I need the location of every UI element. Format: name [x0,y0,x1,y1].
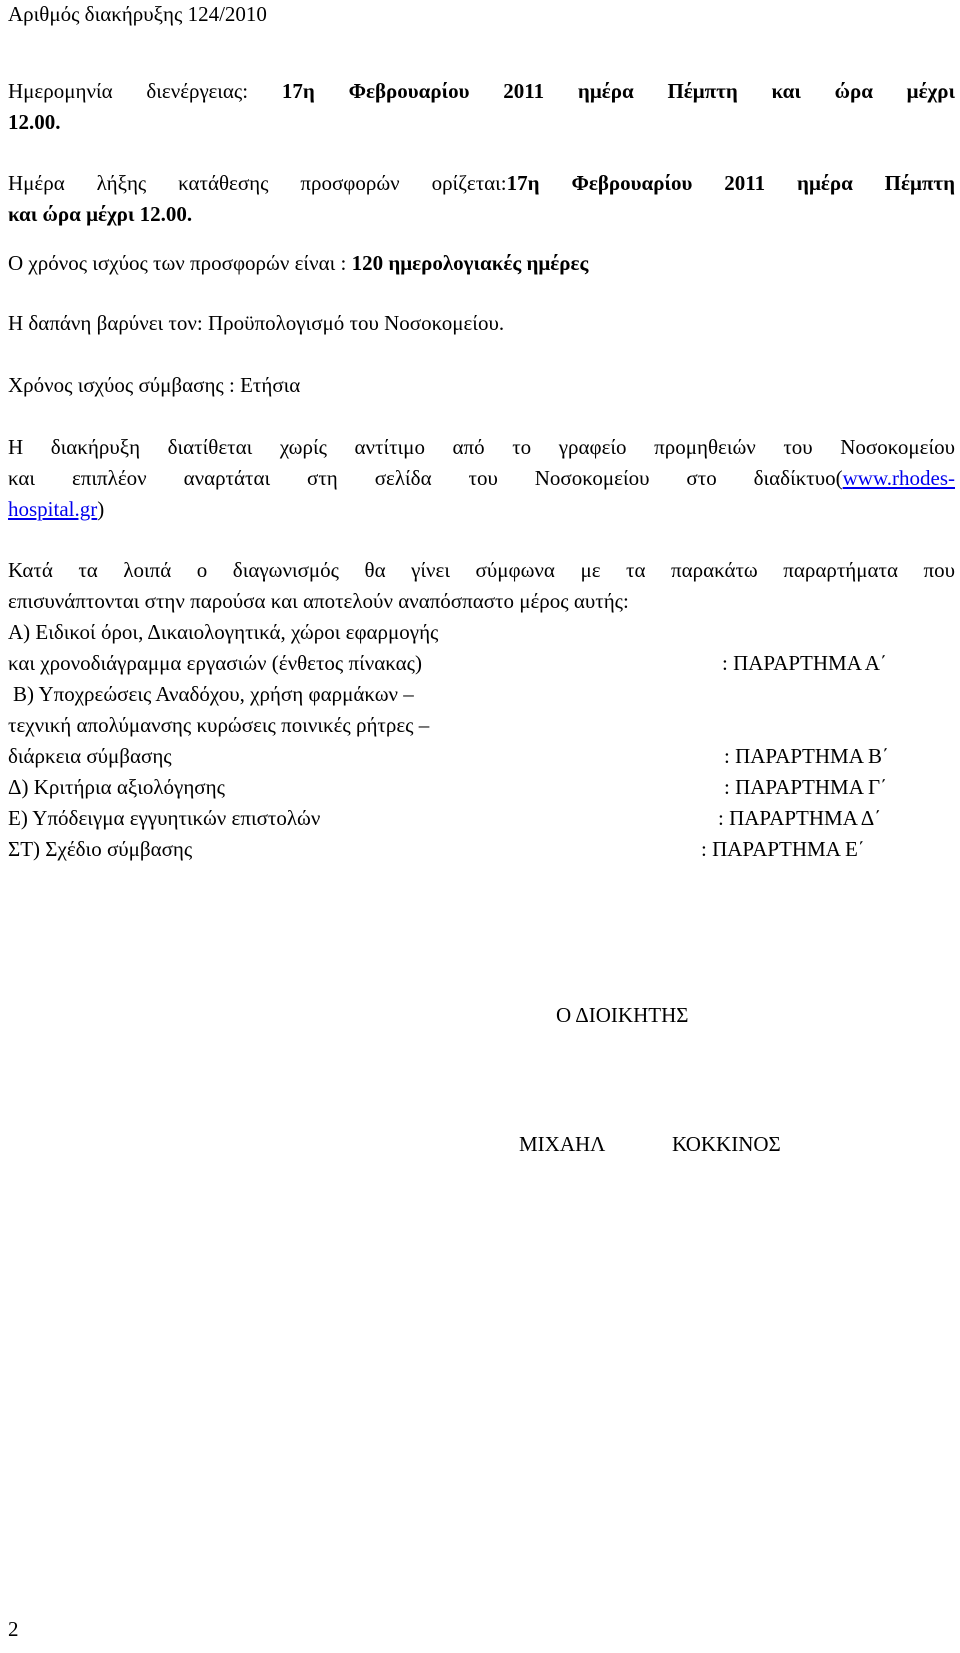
document-title: Αριθμός διακήρυξης 124/2010 [8,2,267,26]
annexes-intro-line-2: επισυνάπτονται στην παρούσα και αποτελούν αναπόσπαστο μέρος αυτής: [8,589,629,613]
signatory-last-name: ΚΟΚΚΙΝΟΣ [672,1132,781,1156]
annex-a-line-2: και χρονοδιάγραμμα εργασιών (ένθετος πίνακας) [8,651,422,675]
annexes-intro-line-1: Κατά τα λοιπά ο διαγωνισμός θα γίνει σύμφωνα με τα παρακάτω παραρτήματα που [8,558,955,582]
hospital-website-link-cont[interactable]: hospital.gr [8,497,98,521]
annex-e-line: Ε) Υπόδειγμα εγγυητικών επιστολών [8,806,321,830]
conduct-time: 12.00. [8,110,61,134]
annex-d-ref: : ΠΑΡΑΡΤΗΜΑ Γ΄ [724,775,888,799]
annex-b-ref: : ΠΑΡΑΡΤΗΜΑ Β΄ [724,744,889,768]
conduct-date-value: 17η Φεβρουαρίου 2011 ημέρα Πέμπτη και ώρα μέχρι [281,79,956,103]
annex-e-ref: : ΠΑΡΑΡΤΗΜΑ Δ΄ [718,806,882,830]
page-number: 2 [8,1617,19,1641]
annex-b-line-2: τεχνική απολύμανσης κυρώσεις ποινικές ρήτρες – [8,713,430,737]
annex-st-line: ΣΤ) Σχέδιο σύμβασης [8,837,193,861]
signatory-first-name: ΜΙΧΑΗΛ [519,1132,606,1156]
deadline-date: 17η Φεβρουαρίου 2011 ημέρα Πέμπτη [506,171,955,195]
annex-a-ref: : ΠΑΡΑΡΤΗΜΑ Α΄ [722,651,887,675]
conduct-date-line [8,76,955,107]
annex-b-line-3: διάρκεια σύμβασης [8,744,172,768]
availability-line-1: Η διακήρυξη διατίθεται χωρίς αντίτιμο από το γραφείο προμηθειών του Νοσοκομείου [8,435,955,459]
deadline-time: και ώρα μέχρι 12.00. [8,202,193,226]
contract-duration: Χρόνος ισχύος σύμβασης : Ετήσια [8,373,301,397]
expense-line: Η δαπάνη βαρύνει τον: Προϋπολογισμό του Νοσοκομείου. [8,311,505,335]
signatory-role: Ο ΔΙΟΙΚΗΤΗΣ [556,1003,689,1027]
availability-line-3: hospital.gr) [8,497,105,521]
offer-validity-label: Ο χρόνος ισχύος των προσφορών είναι : [8,251,347,275]
hospital-website-link[interactable]: www.rhodes- [842,466,955,490]
annex-st-ref: : ΠΑΡΑΡΤΗΜΑ Ε΄ [701,837,865,861]
offer-validity-value: 120 ημερολογιακές ημέρες [351,251,589,275]
deadline-label: Ημέρα λήξης κατάθεσης προσφορών ορίζεται: [8,171,507,195]
annex-b-line-1: Β) Υποχρεώσεις Αναδόχου, χρήση φαρμάκων – [13,682,414,706]
annex-d-line: Δ) Κριτήρια αξιολόγησης [8,775,225,799]
annex-a-line-1: Α) Ειδικοί όροι, Δικαιολογητικά, χώροι εφαρμογής [8,620,439,644]
deadline-line [8,168,955,199]
offer-validity [8,248,588,279]
conduct-date-label: Ημερομηνία διενέργειας: [8,79,249,103]
availability-line-2: και επιπλέον αναρτάται στη σελίδα του Νοσοκομείου στο διαδίκτυο(www.rhodes- [8,466,955,490]
